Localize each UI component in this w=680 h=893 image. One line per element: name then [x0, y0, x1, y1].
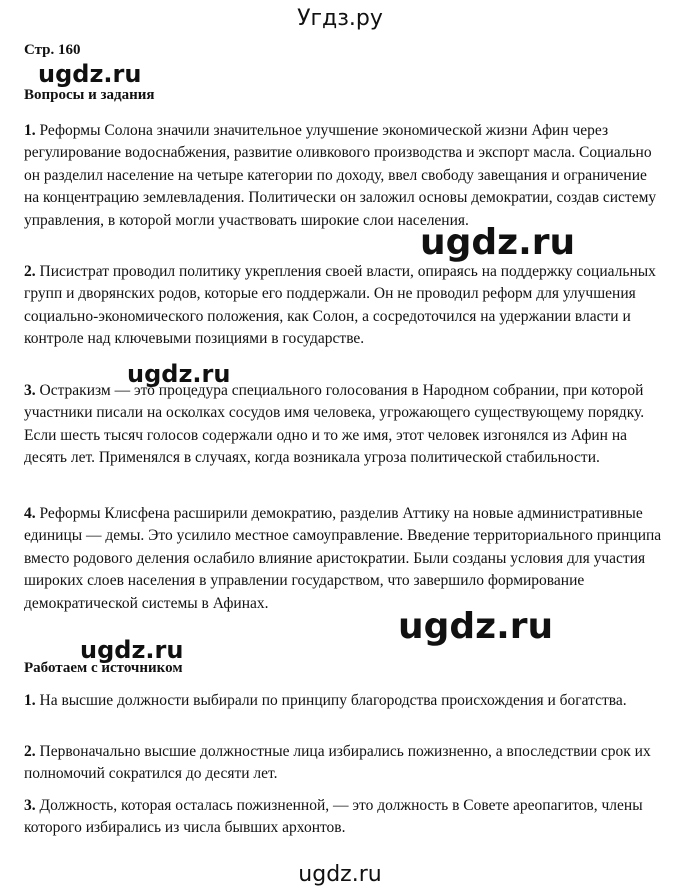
answer-text: Писистрат проводил политику укрепления своей власти, опираясь на поддержку социальных групп и дворянских родов, которые его поддержали. Он не проводил реформ для улучшения социально-экономического положения, как Солон, а сосредоточился на удержании власти и контроле над ключевыми позициями в государстве.	[24, 263, 656, 348]
section-title-questions: Вопросы и задания	[24, 87, 155, 103]
watermark-logo: ugdz.ru	[127, 360, 231, 388]
answer-number: 2.	[24, 263, 36, 280]
answer-text: Должность, которая осталась пожизненной, — это должность в Совете ареопагитов, члены которого избирались из числа бывших архонтов.	[24, 797, 643, 837]
answer-number: 3.	[24, 382, 36, 399]
answer-number: 1.	[24, 122, 36, 139]
answer-text: Реформы Солона значили значительное улучшение экономической жизни Афин через регулирование водоснабжения, развитие оливкового производства и экспорт масла. Социально он разделил население на четыре категории по доходу, ввел свободу завещания и ограничение на концентрацию землевладения. Политически он заложил основы демократии, создав систему управления, в которой могли участвовать широкие слои населения.	[24, 122, 657, 229]
watermark-logo: ugdz.ru	[398, 606, 554, 647]
question-answer-1	[24, 120, 664, 232]
answer-text: Первоначально высшие должностные лица избирались пожизненно, а впоследствии срок их полномочий сократился до десяти лет.	[24, 743, 651, 783]
answer-number: 3.	[24, 797, 36, 814]
question-answer-3	[24, 380, 664, 470]
question-answer-2	[24, 261, 664, 351]
watermark-logo: ugdz.ru	[420, 222, 576, 263]
answer-text: Остракизм — это процедура специального голосования в Народном собрании, при которой участники писали на осколках сосудов имя человека, угрожающего существующему порядку. Если шесть тысяч голосов содержали одно и то же имя, этот человек изгонялся из Афин на десять лет. Применялся в случаях, когда возникала угроза политической стабильности.	[24, 382, 645, 467]
source-answer-2	[24, 741, 664, 786]
answer-number: 4.	[24, 505, 36, 522]
site-header-title: Угдз.ру	[297, 6, 383, 31]
page-label: Стр. 160	[24, 42, 81, 58]
source-answer-3	[24, 795, 664, 840]
section-title-sources: Работаем с источником	[24, 660, 183, 676]
answer-number: 1.	[24, 692, 36, 709]
watermark-logo: ugdz.ru	[38, 60, 142, 88]
watermark-logo: ugdz.ru	[80, 636, 184, 664]
answer-number: 2.	[24, 743, 36, 760]
answer-text: На высшие должности выбирали по принципу благородства происхождения и богатства.	[39, 692, 627, 709]
footer-watermark: ugdz.ru	[298, 862, 382, 887]
question-answer-4	[24, 503, 664, 615]
source-answer-1	[24, 690, 664, 712]
answer-text: Реформы Клисфена расширили демократию, разделив Аттику на новые административные единицы — демы. Это усилило местное самоуправление. Введение территориального принципа вместо родового деления ослабило влияние аристократии. Были созданы условия для участия широких слоев населения в управлении государством, что завершило формирование демократической системы в Афинах.	[24, 505, 662, 612]
